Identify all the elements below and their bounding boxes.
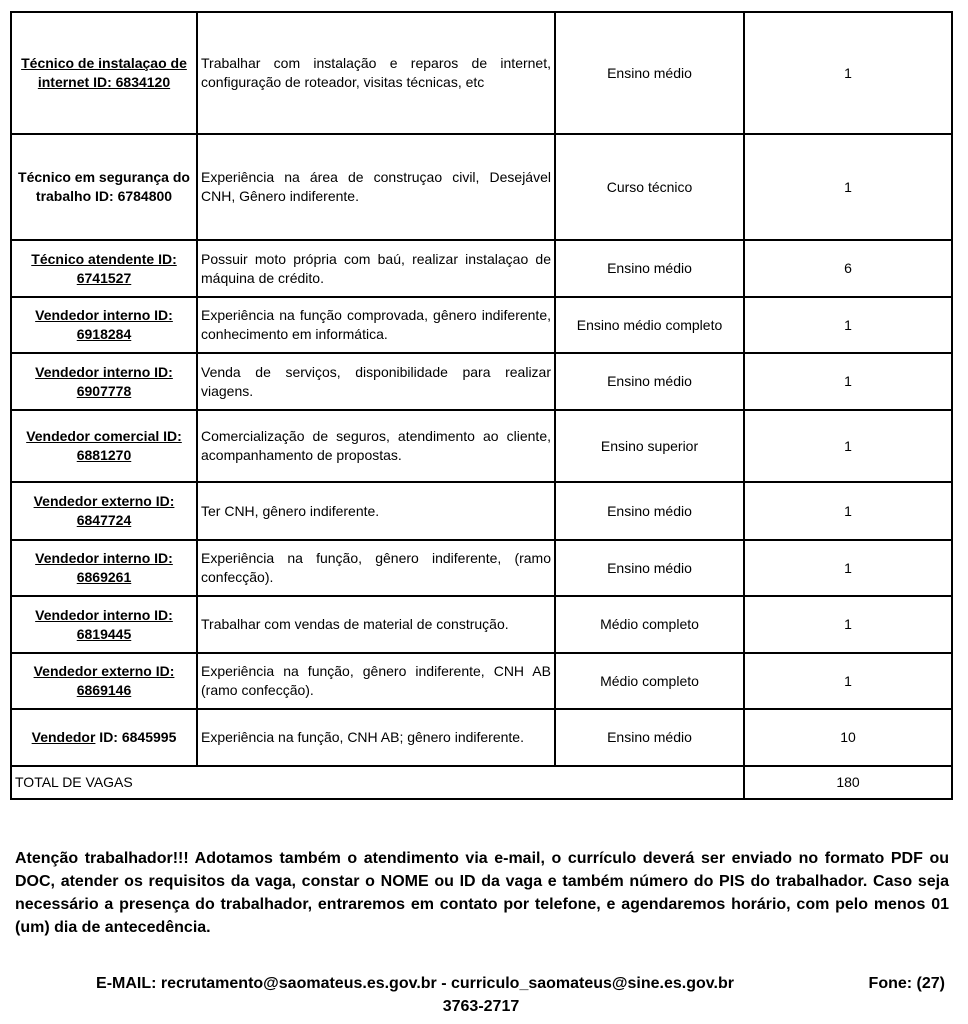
contact-phone-label: Fone: (27)	[868, 975, 945, 992]
job-vacancies: 1	[744, 540, 952, 596]
job-vacancies: 1	[744, 653, 952, 709]
job-vacancies: 1	[744, 596, 952, 653]
job-education: Curso técnico	[555, 134, 744, 240]
job-title-cell	[11, 482, 197, 540]
job-vacancies: 10	[744, 709, 952, 766]
job-education: Ensino médio	[555, 240, 744, 297]
table-row	[11, 353, 952, 410]
job-title-link[interactable]: Vendedor externo ID: 6847724	[33, 493, 175, 528]
job-description: Experiência na função comprovada, gênero indiferente, conhecimento em informática.	[197, 297, 555, 353]
job-description: Venda de serviços, disponibilidade para realizar viagens.	[197, 353, 555, 410]
job-education: Ensino médio	[555, 540, 744, 596]
job-title-link[interactable]: Vendedor comercial ID: 6881270	[26, 428, 182, 463]
job-description: Experiência na função, gênero indiferente, (ramo confecção).	[197, 540, 555, 596]
job-title-link[interactable]: Vendedor interno ID: 6819445	[35, 606, 173, 642]
job-title-link[interactable]: Técnico atendente ID: 6741527	[31, 250, 177, 286]
table-row	[11, 297, 952, 353]
job-title-cell	[11, 540, 197, 596]
table-row	[11, 240, 952, 297]
job-description: Experiência na área de construçao civil, Desejável CNH, Gênero indiferente.	[197, 134, 555, 240]
job-education: Ensino médio completo	[555, 297, 744, 353]
job-education: Ensino superior	[555, 410, 744, 482]
contact-phone-number: 3763-2717	[442, 998, 520, 1015]
job-title-link[interactable]: Vendedor interno ID: 6907778	[35, 363, 173, 399]
table-row	[11, 596, 952, 653]
job-description: Experiência na função, CNH AB; gênero indiferente.	[197, 709, 555, 766]
job-vacancies: 1	[744, 353, 952, 410]
vacancy-table-body	[11, 12, 952, 799]
job-education: Médio completo	[555, 596, 744, 653]
job-title-link[interactable]: Vendedor externo ID: 6869146	[33, 663, 175, 698]
table-row	[11, 410, 952, 482]
job-description: Comercialização de seguros, atendimento ao cliente, acompanhamento de propostas.	[197, 410, 555, 482]
job-title-link[interactable]: Técnico de instalaçao de internet ID: 6834120	[21, 55, 187, 90]
job-title-link[interactable]: Vendedor interno ID: 6918284	[35, 307, 173, 342]
table-row	[11, 12, 952, 134]
job-title-text: Técnico em segurança do trabalho ID: 6784800	[18, 169, 190, 204]
total-value: 180	[744, 766, 952, 799]
table-row	[11, 653, 952, 709]
job-title-cell	[11, 297, 197, 353]
job-title-cell	[11, 653, 197, 709]
job-description: Trabalhar com instalação e reparos de internet, configuração de roteador, visitas técnicas, etc	[197, 12, 555, 134]
job-education: Ensino médio	[555, 12, 744, 134]
job-title-link[interactable]: Vendedor	[31, 729, 96, 745]
job-vacancies: 6	[744, 240, 952, 297]
job-description: Ter CNH, gênero indiferente.	[197, 482, 555, 540]
table-row	[11, 482, 952, 540]
job-vacancies: 1	[744, 12, 952, 134]
job-title-cell	[11, 12, 197, 134]
job-title-cell	[11, 353, 197, 410]
job-title-cell	[11, 410, 197, 482]
contact-block	[15, 972, 947, 1015]
total-label: TOTAL DE VAGAS	[11, 766, 744, 799]
total-row	[11, 766, 952, 799]
job-vacancies: 1	[744, 410, 952, 482]
job-description: Possuir moto própria com baú, realizar instalaçao de máquina de crédito.	[197, 240, 555, 297]
table-row	[11, 709, 952, 766]
contact-email[interactable]: E-MAIL: recrutamento@saomateus.es.gov.br - curriculo_saomateus@sine.es.gov.br	[96, 975, 734, 992]
table-row	[11, 540, 952, 596]
job-education: Ensino médio	[555, 709, 744, 766]
job-description: Experiência na função, gênero indiferente, CNH AB (ramo confecção).	[197, 653, 555, 709]
table-row	[11, 134, 952, 240]
vacancy-table	[10, 11, 953, 800]
job-title-cell	[11, 134, 197, 240]
job-education: Ensino médio	[555, 482, 744, 540]
job-title-cell	[11, 596, 197, 653]
job-title-link[interactable]: Vendedor interno ID: 6869261	[35, 550, 173, 585]
job-title-cell	[11, 240, 197, 297]
worker-notice: Atenção trabalhador!!! Adotamos também o atendimento via e-mail, o currículo deverá ser enviado no formato PDF ou DOC, atender os requisitos da vaga, constar o NOME ou ID da vaga e também número do PIS do trabalhador. Caso seja necessário a presença do trabalhador, entraremos em contato por telefone, e agendaremos horário, com pelo menos 01 (um) dia de antecedência.	[15, 850, 949, 936]
job-title-cell	[11, 709, 197, 766]
job-vacancies: 1	[744, 134, 952, 240]
job-vacancies: 1	[744, 482, 952, 540]
job-description: Trabalhar com vendas de material de construção.	[197, 596, 555, 653]
job-education: Médio completo	[555, 653, 744, 709]
job-title-text: ID: 6845995	[95, 729, 177, 745]
job-education: Ensino médio	[555, 353, 744, 410]
job-vacancies: 1	[744, 297, 952, 353]
